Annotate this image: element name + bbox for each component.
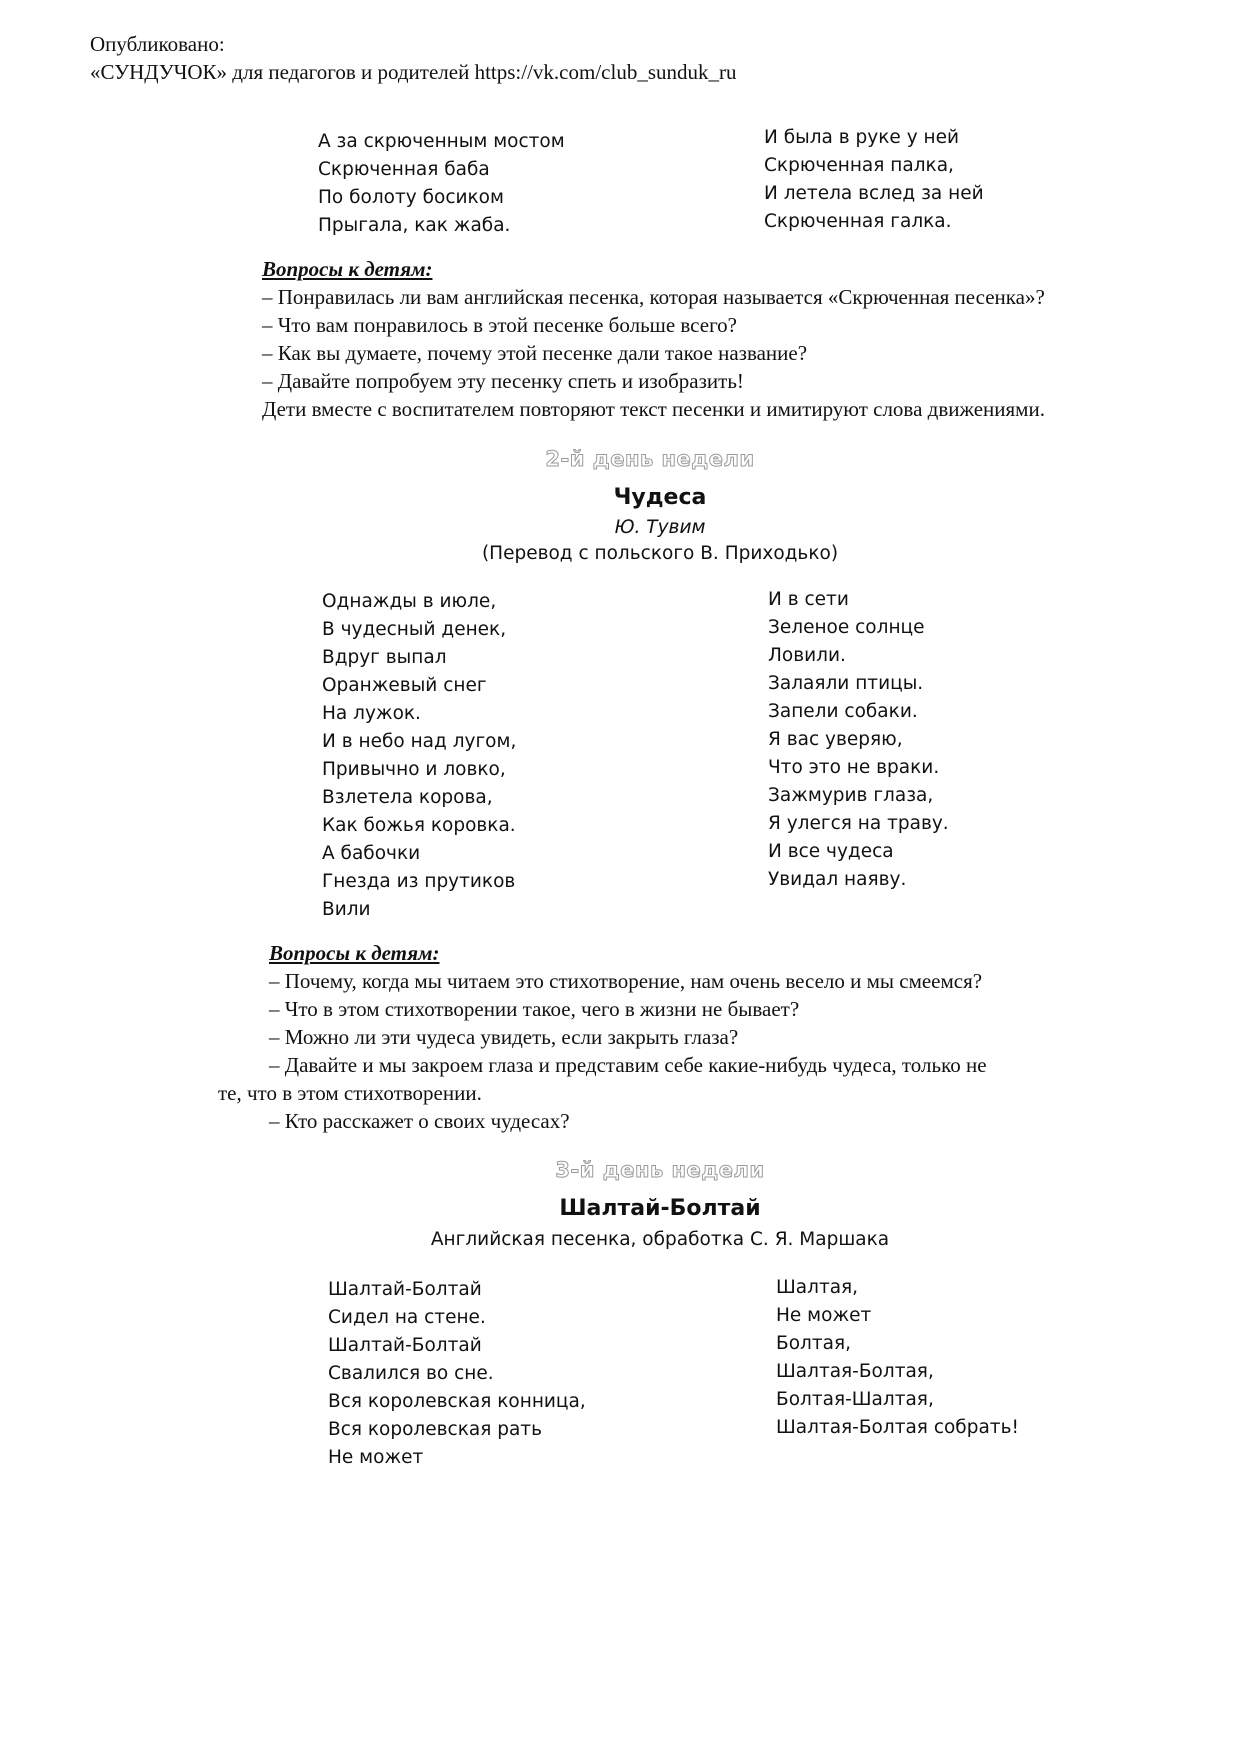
poem-line: Шалтай-Болтай: [328, 1335, 482, 1356]
poem-line: Скрюченная баба: [318, 159, 490, 180]
poem-line: Сидел на стене.: [328, 1307, 486, 1328]
poem-line: Вся королевская конница,: [328, 1391, 586, 1412]
day2-translation-note: (Перевод с польского В. Приходько): [481, 543, 839, 564]
poem-line: И все чудеса: [768, 841, 894, 862]
poem-line: И в сети: [768, 589, 849, 610]
poem-line: Шалтая,: [776, 1277, 859, 1298]
poem-line: А бабочки: [322, 843, 421, 864]
poem-line: По болоту босиком: [318, 187, 504, 208]
poem-line: Зеленое солнце: [768, 617, 925, 638]
questions2-block: [218, 939, 987, 1135]
question-line: – Можно ли эти чудеса увидеть, если закрыть глаза?: [269, 1025, 739, 1049]
poem-line: Залаяли птицы.: [768, 673, 924, 694]
day3-poem-subtitle: Английская песенка, обработка С. Я. Маршака: [430, 1229, 890, 1250]
poem-line: И была в руке у ней: [764, 127, 960, 148]
questions1-heading: Вопросы к детям:: [262, 257, 433, 281]
activity-note: Дети вместе с воспитателем повторяют текст песенки и имитируют слова движениями.: [262, 397, 1045, 421]
questions1-block: [262, 255, 1045, 423]
day2-label: 2-й день недели: [545, 447, 755, 471]
poem-line: И в небо над лугом,: [322, 731, 517, 752]
poem-line: Вили: [322, 899, 371, 920]
poem-line: Взлетела корова,: [322, 787, 493, 808]
question-line: – Как вы думаете, почему этой песенке дали такое название?: [262, 341, 808, 365]
question-line: – Понравилась ли вам английская песенка, которая называется «Скрюченная песенка»?: [262, 285, 1045, 309]
poem-line: Однажды в июле,: [322, 591, 497, 612]
poem-line: Ловили.: [768, 645, 846, 666]
poem-line: Не может: [776, 1305, 872, 1326]
day2-poem-title: Чудеса: [613, 485, 707, 510]
question-line: – Почему, когда мы читаем это стихотворение, нам очень весело и мы смеемся?: [269, 969, 983, 993]
question-line: – Давайте и мы закроем глаза и представим себе какие-нибудь чудеса, только не: [269, 1053, 987, 1077]
poem-line: Не может: [328, 1447, 424, 1468]
poem-line: Шалтая-Болтая собрать!: [776, 1417, 1019, 1438]
poem-line: Вдруг выпал: [322, 647, 447, 668]
poem-line: Оранжевый снег: [322, 675, 487, 696]
poem-line: Зажмурив глаза,: [768, 785, 934, 806]
poem-line: Я вас уверяю,: [768, 729, 903, 750]
day3-poem-title: Шалтай-Болтай: [559, 1196, 761, 1221]
poem-line: На лужок.: [322, 703, 421, 724]
poem3-right-column: [776, 1274, 1019, 1442]
question-line-continued: те, что в этом стихотворении.: [218, 1081, 482, 1105]
source-line: «СУНДУЧОК» для педагогов и родителей https://vk.com/club_sunduk_ru: [90, 60, 737, 84]
poem2-right-column: [768, 586, 949, 894]
poem-line: Привычно и ловко,: [322, 759, 506, 780]
question-line: – Что в этом стихотворении такое, чего в жизни не бывает?: [269, 997, 800, 1021]
poem-line: Как божья коровка.: [322, 815, 516, 836]
poem-line: Запели собаки.: [768, 701, 918, 722]
poem-line: Шалтая-Болтая,: [776, 1361, 934, 1382]
poem-line: Скрюченная галка.: [764, 211, 952, 232]
poem1-right-column: [764, 124, 984, 236]
poem-line: Увидал наяву.: [768, 869, 907, 890]
questions2-heading: Вопросы к детям:: [269, 941, 440, 965]
poem-line: Болтая-Шалтая,: [776, 1389, 934, 1410]
question-line: – Что вам понравилось в этой песенке больше всего?: [262, 313, 737, 337]
poem-line: Я улегся на траву.: [768, 813, 949, 834]
poem3-left-column: [328, 1276, 586, 1472]
poem-line: Шалтай-Болтай: [328, 1279, 482, 1300]
poem-line: И летела вслед за ней: [764, 183, 984, 204]
poem-line: Скрюченная палка,: [764, 155, 954, 176]
poem-line: Гнезда из прутиков: [322, 871, 516, 892]
poem1-left-column: [318, 128, 565, 240]
question-line: – Кто расскажет о своих чудесах?: [269, 1109, 570, 1133]
day2-poem-author: Ю. Тувим: [614, 517, 706, 538]
day3-label: 3-й день недели: [555, 1158, 765, 1182]
published-label: Опубликовано:: [90, 32, 225, 56]
poem-line: Болтая,: [776, 1333, 851, 1354]
question-line: – Давайте попробуем эту песенку спеть и изобразить!: [262, 369, 744, 393]
poem-line: Прыгала, как жаба.: [318, 215, 511, 236]
poem-line: Свалился во сне.: [328, 1363, 494, 1384]
poem-line: В чудесный денек,: [322, 619, 507, 640]
poem-line: Что это не враки.: [768, 757, 940, 778]
poem-line: Вся королевская рать: [328, 1419, 542, 1440]
poem-line: А за скрюченным мостом: [318, 131, 565, 152]
poem2-left-column: [322, 588, 516, 924]
publication-header: [90, 30, 737, 86]
